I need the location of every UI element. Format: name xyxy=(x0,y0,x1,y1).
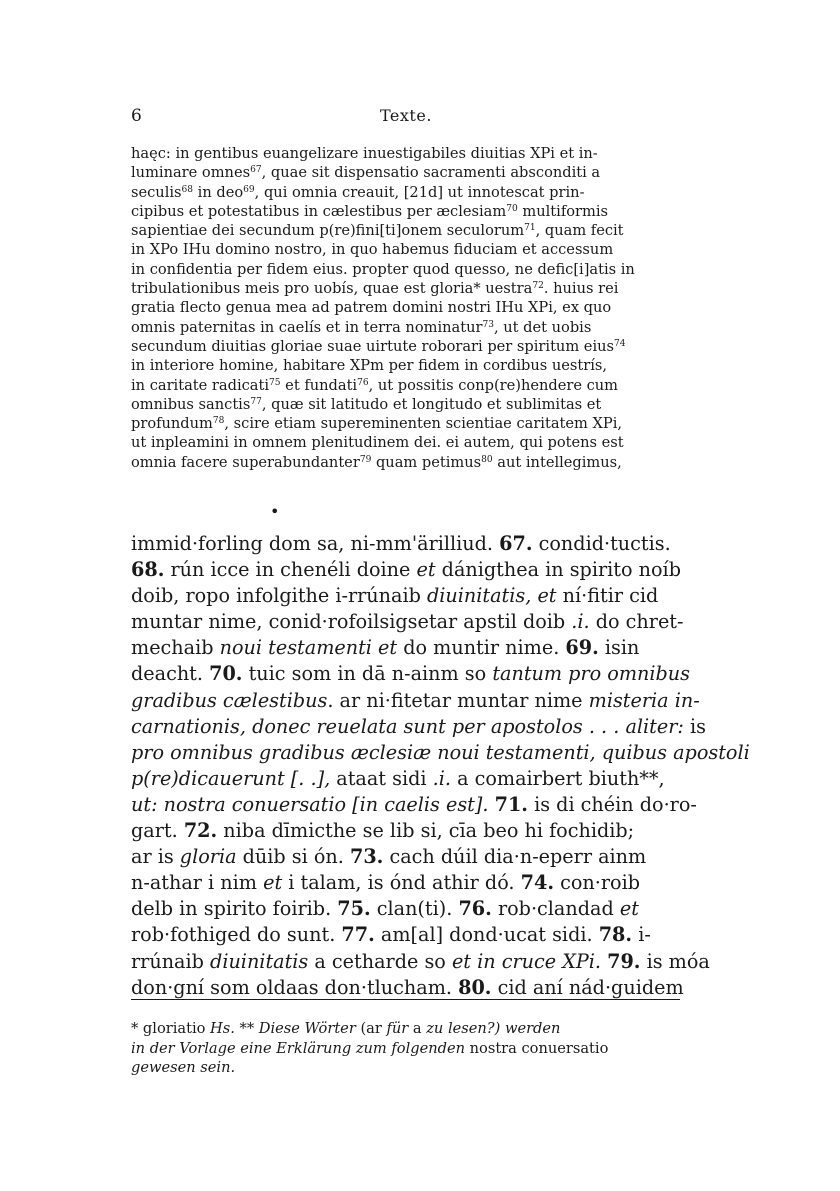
italic-run: et xyxy=(619,897,639,921)
text-run: rún icce in chenéli doine xyxy=(164,558,417,582)
latin-line xyxy=(131,260,680,279)
text-run: , scire etiam supereminenten scientiae caritatem XPi, xyxy=(224,415,623,433)
text-run: cid aní nád·guidem xyxy=(491,975,684,999)
gloss-line xyxy=(131,818,680,844)
gloss-line xyxy=(131,870,680,896)
text-run: multiformis xyxy=(517,202,608,220)
italic-run: diuinitatis, xyxy=(426,584,532,608)
gloss-number: 78. xyxy=(598,923,633,947)
gloss-line xyxy=(131,740,750,766)
italic-run: et xyxy=(537,584,557,608)
italic-run: noui testamenti et xyxy=(219,636,398,660)
text-run: rob·clandad xyxy=(491,897,620,921)
italic-run: gloria xyxy=(179,845,237,869)
gloss-number: 68. xyxy=(131,558,165,582)
text-run: clan(ti). xyxy=(370,897,459,921)
gloss-line xyxy=(131,922,680,948)
italic-run: pro omnibus gradibus æclesiæ noui testamenti, quibus apostoli xyxy=(131,740,750,764)
gloss-line xyxy=(131,635,680,661)
text-run: , qui omnia creauit, [21d] ut innotescat prin- xyxy=(254,183,585,201)
footnote-block xyxy=(131,1019,680,1078)
footnote-line xyxy=(131,1019,680,1039)
text-run: condid·tuctis. xyxy=(532,532,671,555)
latin-line xyxy=(131,414,680,433)
italic-run: et xyxy=(416,558,436,582)
gloss-number: 79. xyxy=(607,949,641,973)
text-run: gratia flecto genua mea ad patrem domini nostri IHu XPi, ex quo xyxy=(131,299,612,317)
gloss-line xyxy=(131,766,680,792)
text-run: don·gní som oldaas don·tlucham. xyxy=(131,975,459,999)
text-run: i- xyxy=(632,923,651,947)
italic-run: Diese Wörter xyxy=(258,1020,356,1037)
latin-line xyxy=(131,202,680,221)
gloss-number: 69. xyxy=(565,636,599,660)
italic-run: tantum pro omnibus xyxy=(492,662,691,686)
text-run: i talam, is ónd athir dó. xyxy=(282,871,521,895)
footnote-ref: 68 xyxy=(181,184,194,195)
latin-line xyxy=(131,337,680,356)
text-run: is xyxy=(683,714,706,738)
italic-run: gradibus cælestibus xyxy=(131,688,328,712)
latin-line xyxy=(131,144,680,163)
text-run: isin xyxy=(598,636,640,660)
text-run: niba dīmicthe se lib si, cīa beo hi fochidib; xyxy=(217,819,635,843)
footnote-ref: 79 xyxy=(359,454,372,465)
text-run: omnis paternitas in caelís et in terra nominatur xyxy=(131,318,483,336)
text-run: in confidentia per fidem eius. propter quod quesso, ne defic[i]atis in xyxy=(131,260,635,278)
text-run: ataat sidi xyxy=(330,766,433,790)
text-run: muntar nime, conid·rofoilsigsetar apstil doib xyxy=(131,610,572,634)
text-run: * gloriatio xyxy=(131,1020,211,1037)
latin-line xyxy=(131,453,680,472)
footnote-ref: 80 xyxy=(481,454,493,465)
text-run: ut inpleamini in omnem plenitudinem dei. ei autem, qui potens est xyxy=(131,434,624,452)
italic-run: ut: nostra conuersatio [in caelis est]. xyxy=(131,792,489,816)
gloss-line xyxy=(131,949,710,975)
text-run: tuic som in dā n-ainm so xyxy=(242,662,493,686)
text-run: , quam fecit xyxy=(535,222,624,240)
text-run: ní·fitir cid xyxy=(556,584,659,608)
text-run: profundum xyxy=(131,415,213,433)
text-run: cipibus et potestatibus in cælestibus per æclesiam xyxy=(131,202,507,220)
text-run: is móa xyxy=(640,949,710,973)
text-run: haęc: in gentibus euangelizare inuestigabiles diuitias XPi et in- xyxy=(131,145,598,162)
text-run: in interiore homine, habitare XPm per fidem in cordibus uestrís, xyxy=(131,357,608,375)
text-run: , ut possitis conp(re)hendere cum xyxy=(368,376,619,394)
text-run: omnibus sanctis xyxy=(131,395,251,413)
gloss-line xyxy=(131,688,700,714)
text-run: rrúnaib xyxy=(131,949,211,973)
gloss-line xyxy=(131,557,680,583)
footnote-line xyxy=(131,1058,680,1078)
text-run: dūib si ón. xyxy=(236,845,350,869)
italic-run: .i. xyxy=(571,610,590,634)
gloss-number: 80. xyxy=(458,975,492,999)
text-run: in XPo IHu domino nostro, in quo habemus fiduciam et accessum xyxy=(131,241,614,259)
text-run: do muntir nime. xyxy=(397,636,566,660)
text-run: is di chéin do·ro- xyxy=(527,792,697,816)
gloss-line xyxy=(131,844,680,870)
text-run: doib, ropo infolgithe i-rrúnaib xyxy=(131,584,427,608)
italic-run: für xyxy=(386,1020,409,1037)
latin-line xyxy=(131,395,680,414)
footnote-ref: 67 xyxy=(250,165,262,176)
italic-run: in der Vorlage eine Erklärung zum folgenden xyxy=(131,1039,465,1057)
latin-line xyxy=(131,163,680,182)
italic-run: p(re)dicauerunt [. .], xyxy=(131,766,331,790)
gloss-number: 75. xyxy=(337,897,371,921)
text-run: sapientiae dei secundum p(re)fini[ti]onem seculorum xyxy=(131,222,525,240)
text-run: , quæ sit latitudo et longitudo et sublimitas et xyxy=(261,395,602,413)
footnote-ref: 71 xyxy=(524,223,536,234)
text-run: mechaib xyxy=(131,636,220,660)
italic-run: Hs. xyxy=(210,1020,235,1037)
text-run: nostra conuersatio xyxy=(465,1039,609,1057)
text-run: ar is xyxy=(131,845,180,869)
text-run: , ut det uobis xyxy=(493,318,592,336)
text-run: luminare omnes xyxy=(131,164,251,182)
text-run: in deo xyxy=(193,183,244,201)
text-run: . ar ni·fitetar muntar nime xyxy=(327,688,589,712)
text-run: seculis xyxy=(131,183,182,201)
text-run: deacht. xyxy=(131,662,210,686)
footnote-ref: 75 xyxy=(269,377,281,388)
text-run: rob·fothiged do sunt. xyxy=(131,923,342,947)
text-run: dánigthea in spirito noíb xyxy=(435,558,681,582)
latin-line xyxy=(131,279,680,298)
text-run: omnia facere superabundanter xyxy=(131,453,360,471)
italic-run: carnationis, donec reuelata sunt per apostolos . . . aliter: xyxy=(131,714,684,738)
italic-run: et in cruce XPi. xyxy=(451,949,601,973)
gloss-number: 67. xyxy=(499,532,533,555)
footnote-ref: 73 xyxy=(482,319,494,330)
footnote-ref: 76 xyxy=(357,377,369,388)
text-run: quam petimus xyxy=(371,453,482,471)
gloss-number: 73. xyxy=(349,845,384,869)
separator-mark: • xyxy=(270,502,280,521)
latin-line xyxy=(131,356,680,375)
gloss-text-block xyxy=(131,531,750,1001)
text-run: immid·forling dom sa, ni-mm'ärilliud. xyxy=(131,532,500,555)
footnote-ref: 78 xyxy=(212,416,225,427)
text-run: cach dúil dia·n-eperr ainm xyxy=(383,845,647,869)
gloss-number: 71. xyxy=(494,792,528,816)
text-run: (ar xyxy=(355,1020,387,1037)
text-run: a comairbert biuth**, xyxy=(450,766,665,790)
gloss-line xyxy=(131,531,680,557)
gloss-number: 77. xyxy=(341,923,375,947)
text-run: tribulationibus meis pro uobís, quae est gloria* uestra xyxy=(131,280,533,298)
latin-line xyxy=(131,318,680,337)
page-number: 6 xyxy=(131,106,142,126)
latin-line xyxy=(131,240,680,259)
text-run: in caritate radicati xyxy=(131,376,270,394)
text-run: secundum diuitias gloriae suae uirtute roborari per spiritum eius xyxy=(131,337,614,355)
text-run: con·roib xyxy=(554,871,641,895)
latin-line xyxy=(131,221,680,240)
italic-run: et xyxy=(263,871,283,895)
text-run: et fundati xyxy=(280,376,358,394)
gloss-number: 70. xyxy=(209,662,243,686)
text-run: . huius rei xyxy=(543,280,619,298)
italic-run: misteria in- xyxy=(588,688,700,712)
gloss-line xyxy=(131,583,680,609)
gloss-line xyxy=(131,609,684,635)
latin-line xyxy=(131,433,680,452)
footnote-ref: 77 xyxy=(250,396,262,407)
italic-run: diuinitatis xyxy=(210,949,309,973)
footnote-line xyxy=(131,1039,680,1059)
text-run: ** xyxy=(234,1020,259,1037)
latin-text-block xyxy=(131,144,680,472)
gloss-number: 74. xyxy=(520,871,555,895)
latin-line xyxy=(131,298,680,317)
footnote-rule xyxy=(131,999,680,1000)
text-run: do chret- xyxy=(589,610,684,634)
text-run: gart. xyxy=(131,819,184,843)
gloss-line xyxy=(131,714,706,740)
gloss-line xyxy=(131,661,691,687)
gloss-line xyxy=(131,792,697,818)
gloss-number: 72. xyxy=(183,819,218,843)
latin-line xyxy=(131,183,680,202)
italic-run: zu lesen?) werden xyxy=(426,1020,561,1037)
italic-run: .i. xyxy=(432,766,451,790)
text-run: a xyxy=(408,1020,427,1037)
italic-run: gewesen sein. xyxy=(131,1059,236,1076)
text-run: a cetharde so xyxy=(308,949,452,973)
latin-line xyxy=(131,376,680,395)
text-run: delb in spirito foirib. xyxy=(131,897,338,921)
footnote-ref: 72 xyxy=(532,281,544,292)
text-run: am[al] dond·ucat sidi. xyxy=(374,923,599,947)
gloss-line xyxy=(131,896,680,922)
gloss-number: 76. xyxy=(458,897,492,921)
footnote-ref: 70 xyxy=(506,203,518,214)
footnote-ref: 69 xyxy=(243,184,255,195)
footnote-ref: 74 xyxy=(614,339,626,349)
gloss-line xyxy=(131,975,684,1001)
text-run: aut intellegimus, xyxy=(492,453,622,471)
text-run: , quae sit dispensatio sacramenti absconditi a xyxy=(261,164,601,182)
running-title: Texte. xyxy=(380,106,432,125)
text-run: n-athar i nim xyxy=(131,871,264,895)
